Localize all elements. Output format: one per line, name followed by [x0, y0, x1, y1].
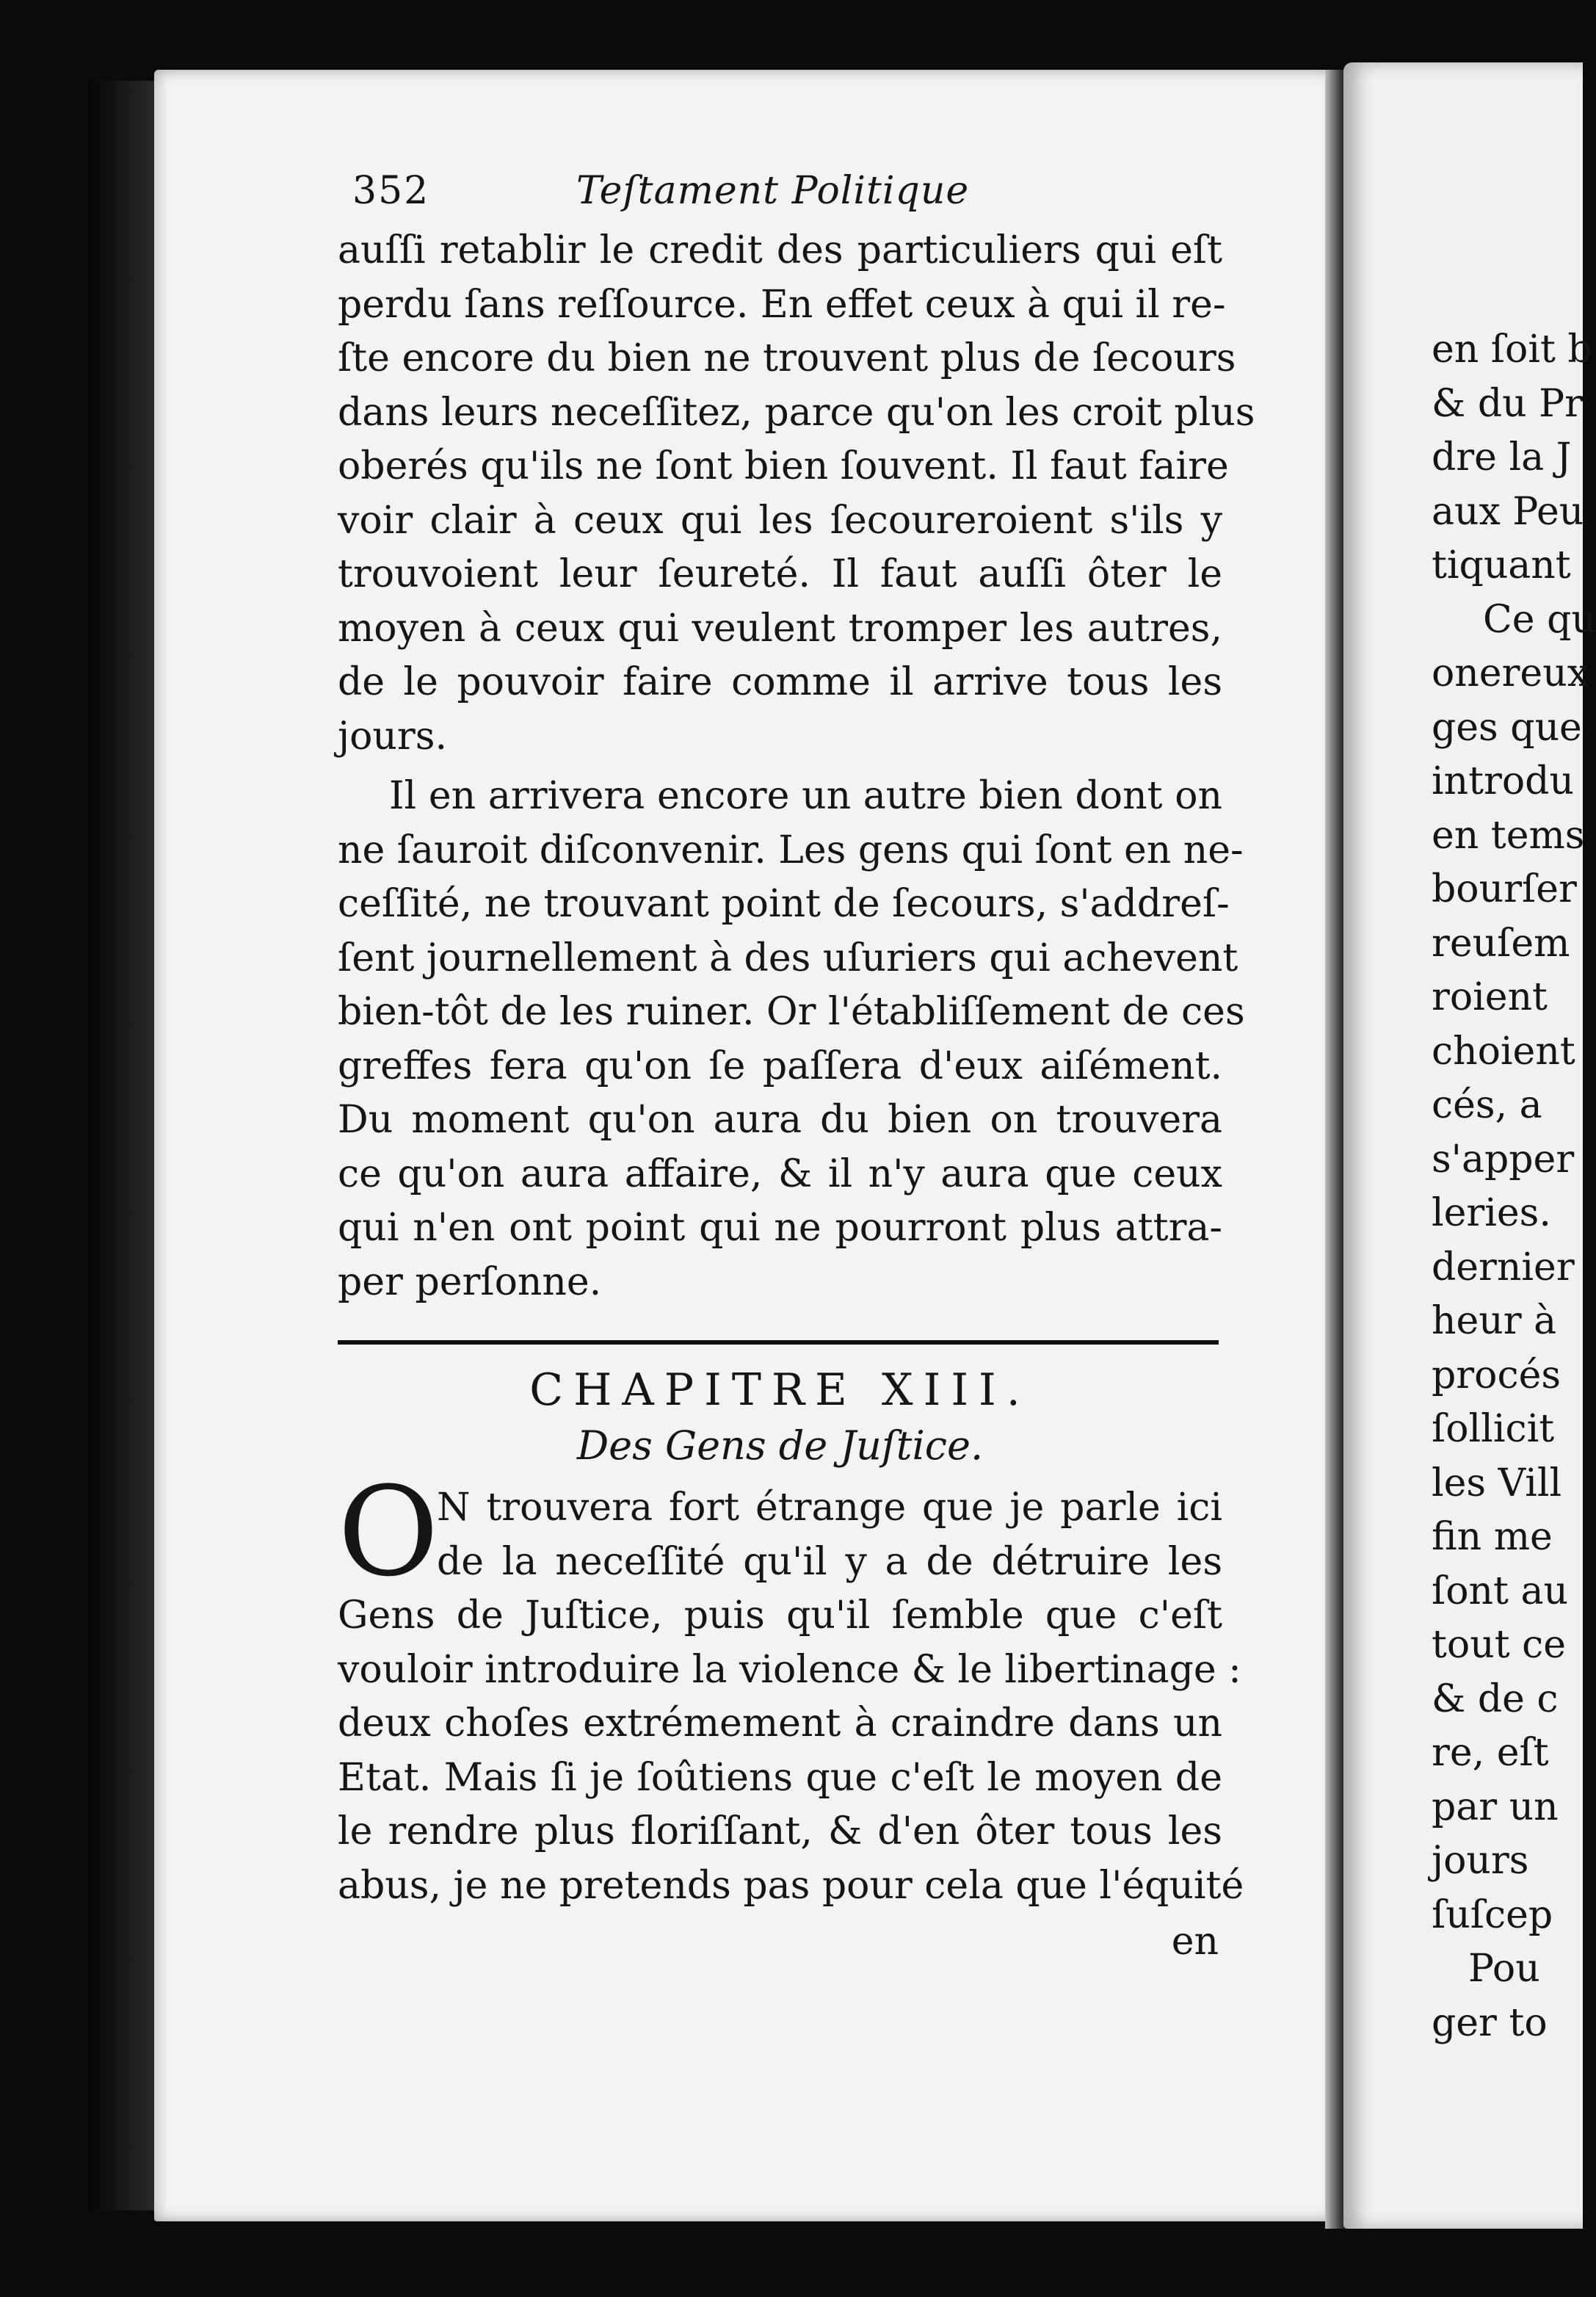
facing-line: leries.	[1432, 1191, 1551, 1235]
chapter-heading: CHAPITRE XIII.	[529, 1364, 1031, 1416]
text-line: abus, je ne pretends pas pour cela que l'équité	[338, 1863, 1244, 1908]
text-line: ce qu'on aura affaire, & il n'y aura que ceux	[338, 1151, 1222, 1196]
facing-line: ges que	[1432, 705, 1582, 750]
text-line: ne ſauroit diſconvenir. Les gens qui ſont en ne-	[338, 828, 1244, 872]
facing-line: fin me	[1432, 1515, 1553, 1559]
facing-line: jours	[1432, 1839, 1529, 1883]
text-line: bien-tôt de les ruiner. Or l'établiſſement de ces	[338, 990, 1245, 1034]
facing-line: introdu	[1432, 759, 1574, 803]
page-number: 352	[352, 169, 430, 213]
text-line: perdu ſans reſſource. En effet ceux à qui il re-	[338, 282, 1226, 327]
text-line: vouloir introduire la violence & le libertinage :	[338, 1647, 1241, 1692]
chapter-divider-rule	[338, 1340, 1219, 1345]
facing-line: cés, a	[1432, 1083, 1542, 1127]
catchword: en	[1171, 1920, 1219, 1964]
text-line: Du moment qu'on aura du bien on trouvera	[338, 1098, 1222, 1142]
facing-line: heur à	[1432, 1299, 1557, 1343]
text-line: qui n'en ont point qui ne pourront plus attra-	[338, 1206, 1222, 1250]
text-line: moyen à ceux qui veulent tromper les autres,	[338, 606, 1222, 651]
text-line: oberés qu'ils ne ſont bien ſouvent. Il faut faire	[338, 444, 1229, 488]
text-line: N trouvera fort étrange que je parle ici	[437, 1486, 1222, 1530]
text-line: trouvoient leur ſeureté. Il faut auſſi ôter le	[338, 552, 1222, 596]
facing-line: & de c	[1432, 1676, 1559, 1721]
text-line: ſte encore du bien ne trouvent plus de ſecours	[338, 336, 1236, 380]
facing-line: & du Pr	[1432, 381, 1583, 426]
text-line: dans leurs neceſſitez, parce qu'on les croit plus	[338, 390, 1255, 435]
text-line: le rendre plus floriſſant, & d'en ôter tous les	[338, 1809, 1222, 1853]
paragraph-3	[338, 1460, 1244, 1967]
text-line: de le pouvoir faire comme il arrive tous les	[338, 660, 1222, 704]
drop-cap: O	[338, 1460, 439, 1604]
facing-line: onereux	[1432, 651, 1589, 695]
facing-line: tout ce	[1432, 1623, 1567, 1667]
facing-line: aux Peu	[1432, 489, 1584, 534]
text-line: greffes fera qu'on ſe paſſera d'eux aiſément.	[338, 1043, 1222, 1088]
text-line: ſent journellement à des uſuriers qui achevent	[338, 936, 1238, 980]
text-line: per perſonne.	[338, 1259, 602, 1304]
paragraph-1	[338, 224, 1255, 764]
facing-line: en ſoit b	[1432, 328, 1592, 372]
facing-line: ger to	[1432, 2000, 1548, 2045]
text-line: auſſi retablir le credit des particuliers qui eſt	[338, 228, 1222, 272]
facing-line: Pou	[1468, 1947, 1540, 1991]
facing-line: re, eſt	[1432, 1731, 1549, 1775]
facing-page-text	[1432, 323, 1596, 2050]
facing-line: en tems	[1432, 813, 1585, 858]
facing-line: par un	[1432, 1784, 1559, 1829]
facing-line: ſont au	[1432, 1569, 1568, 1613]
facing-line: bourſer	[1432, 867, 1577, 911]
facing-line: Ce qu	[1483, 597, 1596, 642]
text-line: jours.	[338, 714, 447, 759]
facing-line: roient	[1432, 975, 1548, 1019]
text-line: deux choſes extrémement à craindre dans un	[338, 1701, 1222, 1746]
text-line: Gens de Juſtice, puis qu'il ſemble que c'eſt	[338, 1594, 1222, 1638]
facing-line: dernier	[1432, 1245, 1575, 1289]
paragraph-2	[338, 770, 1245, 1309]
facing-line: les Vill	[1432, 1461, 1562, 1505]
text-line: voir clair à ceux qui les ſecoureroient s'ils y	[338, 498, 1222, 543]
page-header	[338, 158, 1222, 224]
facing-line: ſuſcep	[1432, 1892, 1553, 1937]
facing-line: procés	[1432, 1353, 1561, 1397]
text-line: ceſſité, ne trouvant point de ſecours, s'addreſ-	[338, 882, 1230, 926]
facing-line: choient	[1432, 1029, 1575, 1074]
facing-line: reuſem	[1432, 921, 1570, 966]
facing-line: ſollicit	[1432, 1407, 1555, 1451]
facing-line: dre la J	[1432, 435, 1572, 480]
page-text-block	[338, 158, 1255, 1967]
facing-line: s'apper	[1432, 1137, 1575, 1182]
text-line: Il en arrivera encore un autre bien dont on	[389, 774, 1222, 818]
text-line: de la neceſſité qu'il y a de détruire les	[437, 1539, 1222, 1584]
chapter-subtitle: Des Gens de Juſtice.	[576, 1422, 984, 1469]
right-facing-page	[1343, 62, 1596, 2229]
facing-line: tiquant	[1432, 543, 1571, 587]
text-line: Etat. Mais ſi je ſoûtiens que c'eſt le moyen de	[338, 1755, 1222, 1800]
running-title: Teſtament Politique	[576, 169, 970, 213]
